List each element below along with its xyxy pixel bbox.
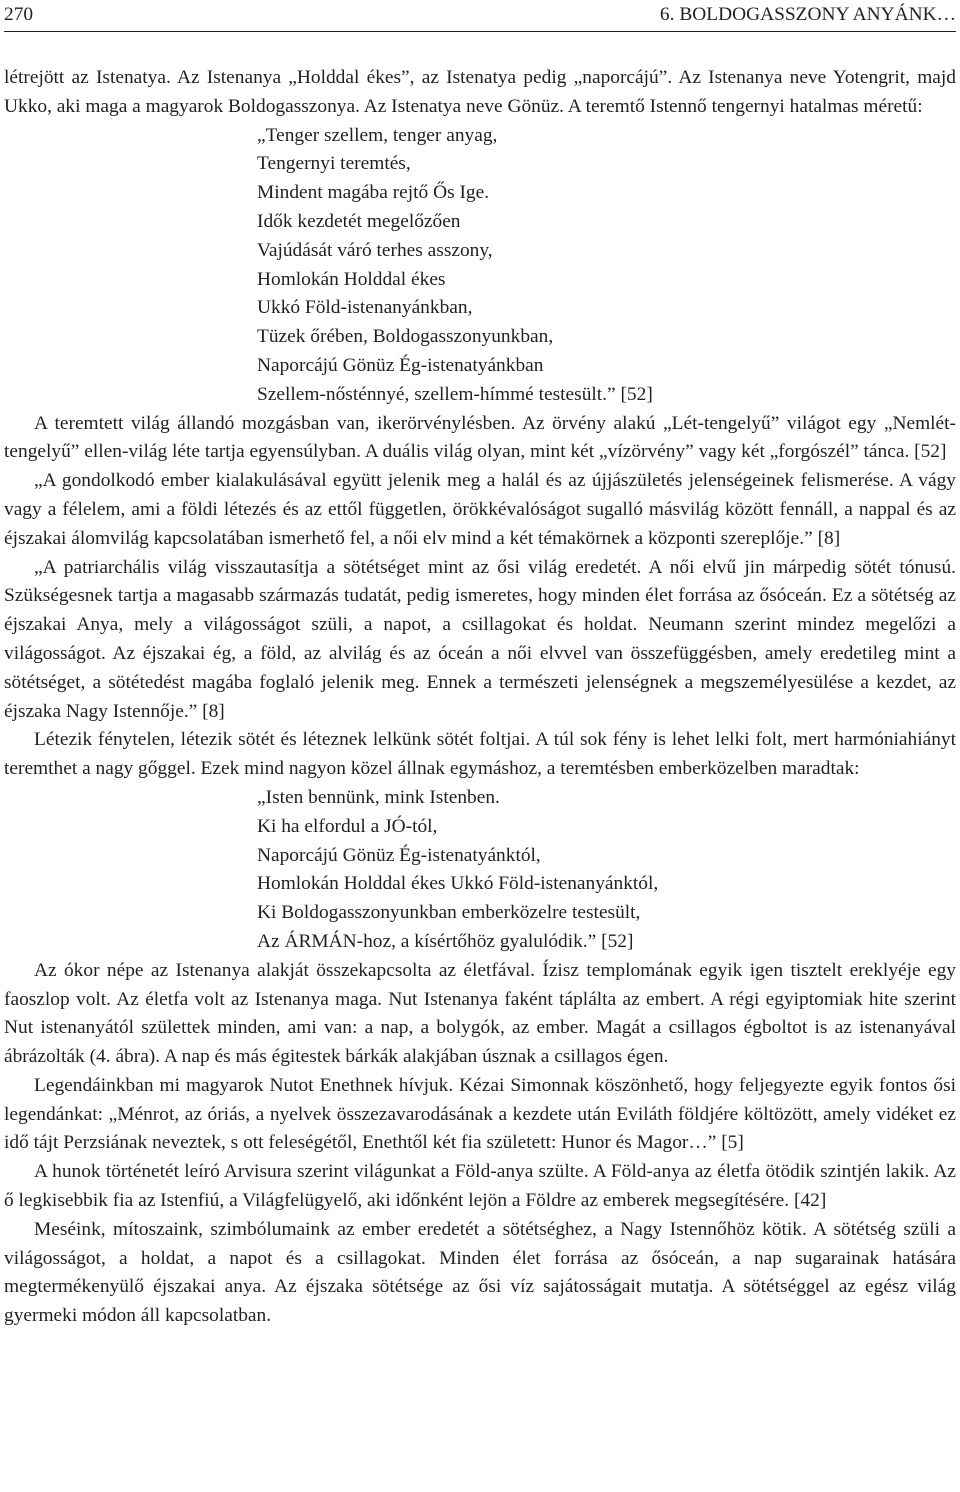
- poem-line: Tüzek őrében, Boldogasszonyunkban,: [257, 326, 554, 348]
- paragraph-lightless: Létezik fénytelen, létezik sötét és léteznek lelkünk sötét foltjai. A túl sok fény is lehet lelki folt, mert harmóniahiányt teremthet a nagy gőggel. Ezek mind nagyon közel állnak egymáshoz, a teremtésben emberközelben maradtak:: [4, 729, 956, 780]
- poem-line: Ukkó Föld-istenanyánkban,: [257, 297, 473, 319]
- poem-line: Tengernyi teremtés,: [257, 153, 411, 175]
- poem-line: Szellem-nősténnyé, szellem-hímmé testesült.” [52]: [257, 383, 653, 405]
- poem-line: Vajúdását váró terhes asszony,: [257, 239, 493, 261]
- poem-line: Az ÁRMÁN-hoz, a kísértőhöz gyalulódik.” [52]: [257, 930, 634, 952]
- poem-line: „Isten bennünk, mink Istenben.: [257, 786, 500, 808]
- book-page: [4, 0, 956, 1331]
- poem-block-1: [257, 122, 956, 410]
- intro-paragraph: létrejött az Istenatya. Az Istenanya „Holddal ékes”, az Istenatya pedig „naporcájú”. Az Istenanya neve Yotengrit, majd Ukko, aki maga a magyarok Boldogasszonya. Az Istenatya neve Gönüz. A teremtő Istennő tengernyi hatalmas méretű:: [4, 67, 956, 117]
- page-number: 270: [4, 4, 34, 25]
- poem-line: Naporcájú Gönüz Ég-istenatyánktól,: [257, 844, 541, 866]
- page-header: [4, 0, 956, 32]
- poem-line: Mindent magába rejtő Ős Ige.: [257, 182, 490, 204]
- poem-line: Homlokán Holddal ékes: [257, 268, 446, 290]
- poem-line: Ki ha elfordul a JÓ-tól,: [257, 815, 438, 837]
- page-body: [4, 32, 956, 1331]
- paragraph-arvisura: A hunok történetét leíró Arvisura szerint világunkat a Föld-anya szülte. A Föld-anya az életfa ötödik szintjén lakik. Az ő legkisebbik fia az Istenfiú, a Világfelügyelő, aki időnként lejön a Földre az emberek megsegítésére. [42]: [4, 1161, 956, 1212]
- paragraph-patriarchal: „A patriarchális világ visszautasítja a sötétséget mint az ősi világ eredetét. A női elvű jin márpedig sötét tónusú. Szükségesnek tartja a magasabb származás tudatát, pedig ismeretes, hogy minden élet forrása az ősóceán. Ez a sötétség az éjszakai Anya, mely a világosságot szüli, a napot, a csillagokat és holdat. Neumann szerint mindez megelőzi a világosságot. Az éjszakai ég, a föld, az alvilág és az óceán a női elvvel van összefüggésben, amely eredetileg mint a sötétséget, a sötétedést magába foglaló jelenik meg. Ennek a természeti jelenségnek a megszemélyesülése a kezdet, az éjszaka Nagy Istennője.” [8]: [4, 556, 956, 722]
- poem-line: Idők kezdetét megelőzően: [257, 210, 461, 232]
- paragraph-vortex: A teremtett világ állandó mozgásban van, ikerörvénylésben. Az örvény alakú „Lét-tengelyű” világot egy „Nemlét-tengelyű” ellen-világ léte tartja egyensúlyban. A duális világ olyan, mint két „vízörvény” vagy két „forgószél” tánca. [52]: [4, 412, 956, 463]
- poem-line: Naporcájú Gönüz Ég-istenatyánkban: [257, 354, 544, 376]
- poem-line: „Tenger szellem, tenger anyag,: [257, 124, 498, 146]
- paragraph-darkness: Meséink, mítoszaink, szimbólumaink az ember eredetét a sötétséghez, a Nagy Istennőhöz kötik. A sötétség szüli a világosságot, a holdat, a napot és a csillagokat. Minden élet forrása az ősóceán, a nap sugarainak hatására megtermékenyülő éjszakai anya. Az éjszaka sötétsége az ősi víz sajátosságait mutatja. A sötétséggel az egész világ gyermeki módon áll kapcsolatban.: [4, 1218, 956, 1327]
- paragraph-legends: Legendáinkban mi magyarok Nutot Enethnek hívjuk. Kézai Simonnak köszönhető, hogy feljegyezte egyik fontos ősi legendánkat: „Ménrot, az óriás, a nyelvek összezavarodásának a kezdete után Eviláth földjére költözött, amely vidéket ez idő tájt Perzsiának neveztek, s ott feleségétől, Enethtől két fia született: Hunor és Magor…” [5]: [4, 1074, 956, 1154]
- poem-line: Ki Boldogasszonyunkban emberközelre testesült,: [257, 902, 641, 924]
- poem-line: Homlokán Holddal ékes Ukkó Föld-istenanyánktól,: [257, 873, 659, 895]
- poem-block-2: [257, 784, 956, 957]
- paragraph-tree-of-life: Az ókor népe az Istenanya alakját összekapcsolta az életfával. Ízisz templomának egyik igen tisztelt ereklyéje egy faoszlop volt. Az életfa volt az Istenanya maga. Nut Istenanya faként táplálta az embert. A régi egyiptomiak hite szerint Nut istenanyától születtek minden, ami van: a nap, a bolygók, az ember. Magát a csillagos égboltot is az istenanyával ábrázolták (4. ábra). A nap és más égitestek bárkák alakjában úsznak a csillagos égen.: [4, 959, 956, 1068]
- chapter-title: 6. BOLDOGASSZONY ANYÁNK…: [659, 4, 956, 25]
- paragraph-thinking-man: „A gondolkodó ember kialakulásával együtt jelenik meg a halál és az újjászületés jelenségeinek felismerése. A vágy vagy a félelem, ami a földi létezés és az ettől független, örökkévalóságot sugalló másvilág között fennáll, a nappal és az éjszakai álomvilág kapcsolatában ismerhető fel, a női elv mind a két témakörnek a központi szereplője.” [8]: [4, 470, 956, 549]
